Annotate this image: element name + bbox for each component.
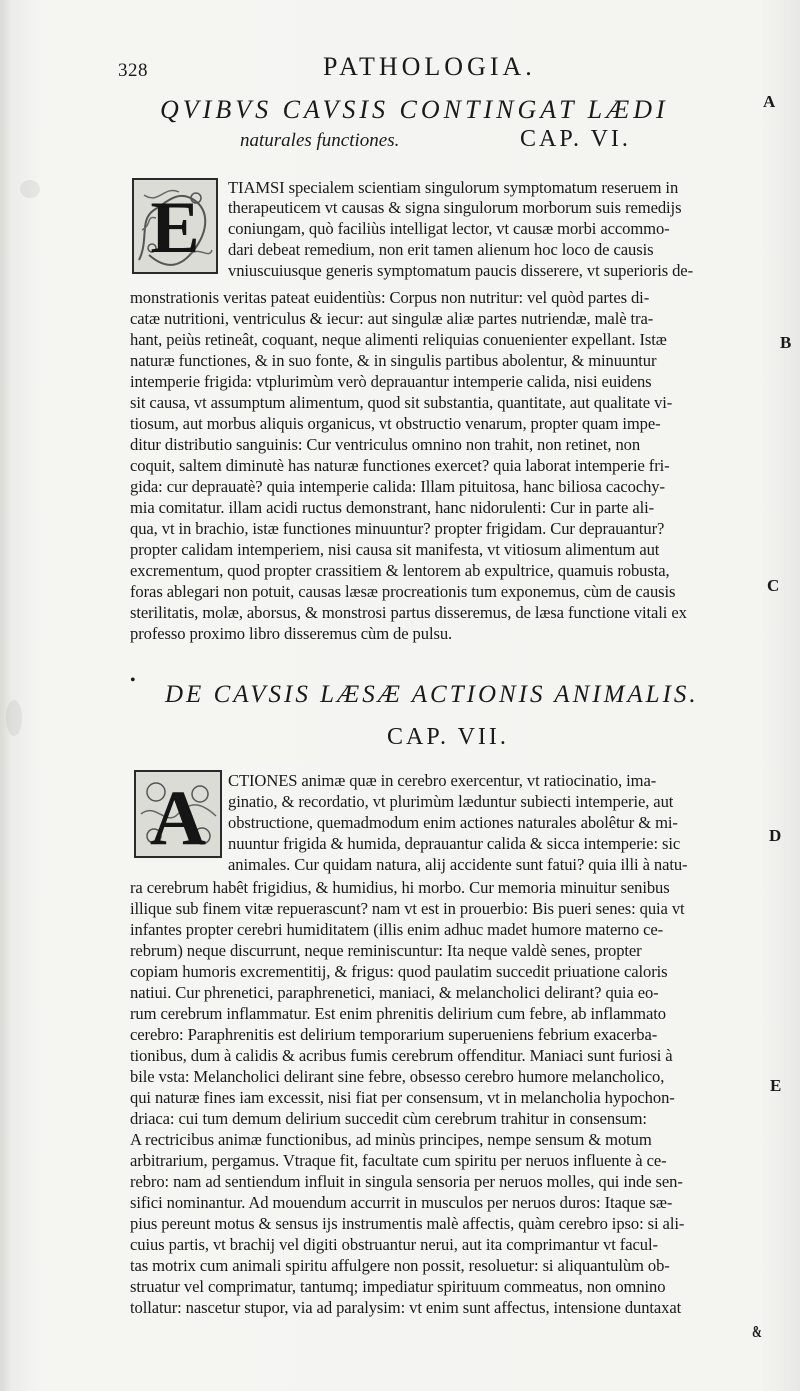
paper-stain [6, 700, 22, 736]
text-line: nuuntur frigida & humida, deprauantur calida & sicca intemperie: sic [228, 834, 681, 853]
decorated-initial-e [132, 178, 218, 274]
chapter-6-subtitle: naturales functiones. [240, 130, 400, 151]
chapter-7-number: CAP. VII. [387, 724, 509, 750]
text-line: pius pereunt motus & sensus ijs instrumentis malè affectis, quàm cerebro ipso: si ali- [130, 1214, 685, 1233]
decorated-initial-a [134, 770, 222, 858]
text-line: copiam humoris excrementitij, & frigus: quod paulatim succedit priuatione caloris [130, 962, 668, 981]
text-line: natiui. Cur phrenetici, paraphrenetici, maniaci, & melancholici delirant? quia eo- [130, 983, 659, 1002]
text-line: bile vsta: Melancholici delirant sine febre, obsesso cerebro humore melancholico, [130, 1067, 665, 1086]
text-line: tiosum, aut morbus aliquis organicus, vt obstructio venarum, propter quam impe- [130, 414, 661, 433]
text-line: naturæ functiones, & in suo fonte, & in singulis partibus abolentur, & minuuntur [130, 351, 657, 370]
initial-letter-a: A [149, 774, 207, 856]
text-line: struatur vel comprimatur, tantumq; impediatur spirituum commeatus, non omnino [130, 1277, 666, 1296]
margin-letter-b: B [780, 333, 792, 352]
text-line: rebro: nam ad sentiendum influit in singula sensoria per neruos molles, qui inde sen- [130, 1172, 683, 1191]
margin-letter-c: C [767, 576, 780, 595]
text-line: dari debeat remedium, non erit tamen alienum hoc loco de causis [228, 240, 654, 259]
text-line: CTIONES animæ quæ in cerebro exercentur, vt ratiocinatio, ima- [228, 771, 657, 790]
text-line: ra cerebrum habêt frigidius, & humidius, hi morbo. Cur memoria minuitur senibus [130, 878, 670, 897]
text-line: driaca: cui tum demum delirium succedit cùm cerebrum trahitur in consensum: [130, 1109, 647, 1128]
page-number: 328 [118, 60, 148, 81]
text-line: coniungam, quò faciliùs intelligat lector, vt causæ morbi accommo- [228, 219, 670, 238]
chapter-7-title: DE CAVSIS LÆSÆ ACTIONIS ANIMALIS. [165, 681, 699, 708]
text-line: rum cerebrum inflammatur. Est enim phrenitis delirium cum febre, ab inflammato [130, 1004, 666, 1023]
text-line: monstrationis veritas pateat euidentiùs: Corpus non nutritur: vel quòd partes di- [130, 288, 650, 307]
text-line: infantes propter cerebri humiditatem (illis enim adhuc madet humore materno ce- [130, 920, 664, 939]
bullet-mark: • [130, 672, 136, 689]
text-line: professo proximo libro disseremus cùm de pulsu. [130, 624, 453, 643]
ornament-flower-icon [136, 772, 220, 856]
margin-letter-e: E [770, 1076, 782, 1095]
paper-stain [20, 180, 40, 198]
ornament-vine-icon [134, 180, 216, 272]
margin-letter-a: A [763, 92, 776, 111]
text-line: tollatur: nascetur stupor, via ad paralysim: vt enim sunt affectus, intensione duntaxat [130, 1298, 682, 1317]
text-line: ditur distributio sanguinis: Cur ventriculus omnino non trahit, non retinet, non [130, 435, 641, 454]
text-line: sterilitatis, molæ, aborsus, & monstrosi partus disseremus, de læsa functione vitali ex [130, 603, 687, 622]
text-line: obstructione, quemadmodum enim actiones naturales abolêtur & mi- [228, 813, 678, 832]
text-line: qua, vt in brachio, istæ functiones minuuntur? propter frigidam. Cur deprauantur? [130, 519, 665, 538]
text-line: illique sub finem vitæ repuerascunt? nam vt est in prouerbio: Bis pueri senes: quia vt [130, 899, 685, 918]
margin-letter-d: D [769, 826, 782, 845]
text-line: gida: cur deprauatè? quia intemperie calida: Illam pituitosa, hanc biliosa cacochy- [130, 477, 665, 496]
text-line: vniuscuiusque generis symptomatum paucis disserere, vt superioris de- [228, 261, 694, 280]
page-header [118, 52, 588, 84]
text-line: cerebro: Paraphrenitis est delirium temporarium superueniens febrium exacerba- [130, 1025, 658, 1044]
text-line: tionibus, dum à calidis & acribus fumis cerebrum offenditur. Maniaci sunt furiosi à [130, 1046, 673, 1065]
text-line: cuius partis, vt brachij vel digiti obstruantur nerui, aut ita comprimantur vt facul- [130, 1235, 658, 1254]
text-line: arbitrarium, pergamus. Vtraque fit, facultate cum spiritu per neruos influente à ce- [130, 1151, 667, 1170]
text-line: intemperie frigida: vtplurimùm verò deprauantur intemperie calida, nisi euidens [130, 372, 652, 391]
text-line: sit causa, vt assumptum alimentum, quod sit substantia, quantitate, aut qualitate vi- [130, 393, 673, 412]
text-line: A rectricibus animæ functionibus, ad minùs principes, nempe sensum & motum [130, 1130, 652, 1149]
text-line: foras ablegari non potuit, causas læsæ procreationis tum exponemus, cùm de causis [130, 582, 676, 601]
text-line: tas motrix cum animali spiritu affulgere non possit, resoluetur: si aliquantulùm ob- [130, 1256, 670, 1275]
text-line: ginatio, & recordatio, vt plurimùm læduntur subiecti intemperie, aut [228, 792, 674, 811]
chapter-6-number: CAP. VI. [520, 126, 631, 152]
text-line: mia comitatur. illam acidi ructus demonstrant, hanc nidorulenti: Cur in parte ali- [130, 498, 655, 517]
text-line: TIAMSI specialem scientiam singulorum symptomatum reseruem in [228, 178, 679, 197]
text-line: qui naturæ fines iam excessit, nisi fiat per consensum, vt in melancholia hypochon- [130, 1088, 675, 1107]
text-line: coquit, saltem diminutè has naturæ functiones exercet? quia laborat intemperie fri- [130, 456, 670, 475]
text-line: animales. Cur quidam natura, alij accidente sunt fatui? quia illi à natu- [228, 855, 688, 874]
text-line: sifici nominantur. Ad mouendum accurrit in musculos per neruos duros: Itaque sæ- [130, 1193, 673, 1212]
text-line: rebrum) neque discurrunt, neque reminiscuntur: Ita neque valdè senes, propter [130, 941, 642, 960]
text-line: propter calidam intemperiem, nisi causa sit manifesta, vt vitiosum alimentum aut [130, 540, 660, 559]
text-line: hant, peiùs retineât, coquant, neque alimenti reliquias conuenienter expellant. Istæ [130, 330, 667, 349]
text-line: catæ nutritioni, ventriculus & iecur: aut singulæ aliæ partes nutriendæ, malè tra- [130, 309, 654, 328]
text-line: excrementum, quod propter crassitiem & lentorem ab expultrice, quamuis robusta, [130, 561, 670, 580]
chapter-6-title: QVIBVS CAVSIS CONTINGAT LÆDI [160, 95, 669, 124]
catchword: & [752, 1322, 762, 1341]
running-head: PATHOLOGIA. [323, 52, 536, 81]
text-line: therapeuticem vt causas & signa singulorum morborum suis remedijs [228, 198, 682, 217]
initial-letter-e: E [150, 187, 200, 269]
